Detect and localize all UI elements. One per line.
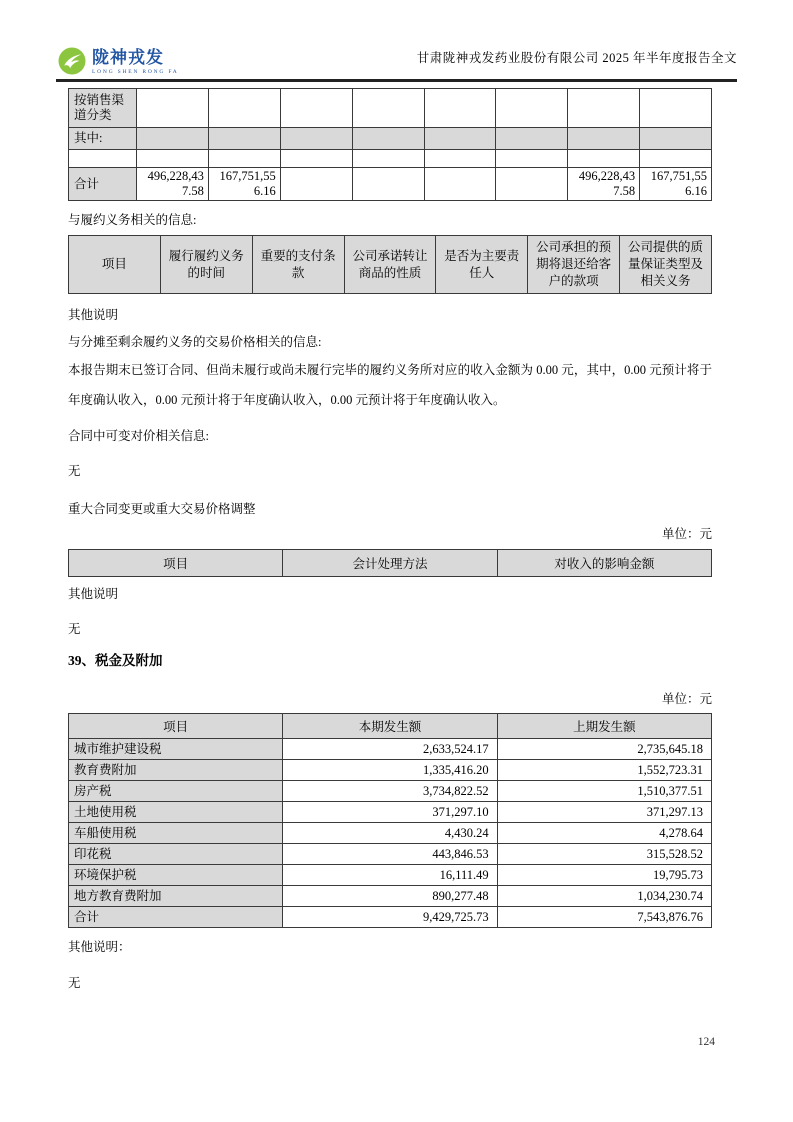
other-note-label: 其他说明： [68,940,131,954]
table-row [69,844,712,865]
value-cell [208,89,280,128]
value-cell: 3,734,822.52 [283,781,497,802]
major-change-label: 重大合同变更或重大交易价格调整 [68,502,256,516]
logo-text-block [92,48,179,75]
value-cell [640,128,712,150]
row-label-cell: 车船使用税 [69,823,283,844]
header-cell: 公司承担的预期将退还给客户的款项 [528,236,620,294]
table-row [69,128,712,150]
value-cell: 371,297.13 [497,802,711,823]
value-cell [280,128,352,150]
row-label-cell: 合计 [69,168,137,201]
header-cell: 本期发生额 [283,714,497,739]
row-label-cell: 教育费附加 [69,760,283,781]
table-row [69,781,712,802]
value-cell [137,150,209,168]
row-label-cell: 房产税 [69,781,283,802]
logo-brand-pinyin: LONG SHEN RONG FA [92,68,179,75]
value-cell: 4,430.24 [283,823,497,844]
none-text: 无 [68,976,81,990]
row-label-cell: 印花税 [69,844,283,865]
value-cell [496,150,568,168]
value-cell: 1,335,416.20 [283,760,497,781]
value-cell [424,150,496,168]
row-label-cell: 按销售渠道分类 [69,89,137,128]
row-label-cell: 其中: [69,128,137,150]
header-cell: 是否为主要责任人 [436,236,528,294]
value-cell [424,89,496,128]
row-label-cell: 城市维护建设税 [69,739,283,760]
table-row [69,739,712,760]
other-note-label: 其他说明 [68,587,119,601]
value-cell: 443,846.53 [283,844,497,865]
bird-logo-icon [58,47,86,75]
table-row [69,802,712,823]
value-cell: 496,228,437.58 [137,168,209,201]
report-title: 甘肃陇神戎发药业股份有限公司 2025 年半年度报告全文 [416,51,737,65]
value-cell: 9,429,725.73 [283,907,497,928]
report-body [68,88,712,991]
table-header-row [69,550,712,577]
page-number: 124 [697,1036,715,1048]
value-cell [568,150,640,168]
value-cell: 1,552,723.31 [497,760,711,781]
header-cell: 项目 [69,236,161,294]
value-cell [280,168,352,201]
header-cell: 项目 [69,550,283,577]
table-header-row [69,236,712,294]
value-cell: 167,751,556.16 [640,168,712,201]
remaining-obligation-paragraph: 本报告期末已签订合同、但尚未履行或尚未履行完毕的履约义务所对应的收入金额为 0.00 元，其中，0.00 元预计将于年度确认收入，0.00 元预计将于年度确认收入，0.00 元预计将于年度确认收入。 [68,363,712,407]
header-cell: 履行履约义务的时间 [160,236,252,294]
section-39-heading: 39、税金及附加 [68,653,163,668]
table-row [69,760,712,781]
value-cell [568,128,640,150]
value-cell [424,168,496,201]
row-label-cell: 环境保护税 [69,865,283,886]
value-cell: 890,277.48 [283,886,497,907]
value-cell: 4,278.64 [497,823,711,844]
row-label-cell: 合计 [69,907,283,928]
value-cell: 7,543,876.76 [497,907,711,928]
company-logo [58,47,179,75]
header-cell: 会计处理方法 [283,550,497,577]
allocation-info-label: 与分摊至剩余履约义务的交易价格相关的信息: [68,335,322,349]
logo-brand-name: 陇神戎发 [92,47,164,67]
row-label-cell: 地方教育费附加 [69,886,283,907]
value-cell: 315,528.52 [497,844,711,865]
header-cell: 对收入的影响金额 [497,550,711,577]
table-row [69,886,712,907]
table-row [69,823,712,844]
value-cell: 1,034,230.74 [497,886,711,907]
table-row [69,89,712,128]
value-cell: 2,735,645.18 [497,739,711,760]
table-row [69,907,712,928]
obligation-info-label: 与履约义务相关的信息: [68,213,197,227]
value-cell: 496,228,437.58 [568,168,640,201]
value-cell [640,89,712,128]
header-cell: 公司提供的质量保证类型及相关义务 [620,236,712,294]
value-cell: 1,510,377.51 [497,781,711,802]
other-note-label: 其他说明 [68,308,119,322]
value-cell: 16,111.49 [283,865,497,886]
unit-label: 单位：元 [661,692,712,706]
value-cell [208,128,280,150]
table-row [69,865,712,886]
price-adjustment-table [68,549,712,577]
row-label-cell [69,150,137,168]
value-cell [496,128,568,150]
table-row [69,150,712,168]
value-cell [352,150,424,168]
header-cell: 项目 [69,714,283,739]
taxes-and-surcharges-table [68,713,712,928]
value-cell: 167,751,556.16 [208,168,280,201]
value-cell [280,89,352,128]
value-cell: 371,297.10 [283,802,497,823]
value-cell [424,128,496,150]
header-cell: 重要的支付条款 [252,236,344,294]
value-cell [640,150,712,168]
variable-consideration-label: 合同中可变对价相关信息: [68,429,209,443]
value-cell [208,150,280,168]
value-cell [137,89,209,128]
value-cell [137,128,209,150]
table-row [69,168,712,201]
page-header [58,47,737,75]
table-header-row [69,714,712,739]
header-cell: 上期发生额 [497,714,711,739]
value-cell [352,128,424,150]
value-cell [352,89,424,128]
header-cell: 公司承诺转让商品的性质 [344,236,436,294]
value-cell: 19,795.73 [497,865,711,886]
value-cell [568,89,640,128]
unit-label: 单位：元 [661,527,712,541]
value-cell [496,89,568,128]
value-cell [280,150,352,168]
value-cell [496,168,568,201]
none-text: 无 [68,622,81,636]
value-cell [352,168,424,201]
none-text: 无 [68,464,81,478]
value-cell: 2,633,524.17 [283,739,497,760]
obligation-info-table [68,235,712,294]
row-label-cell: 土地使用税 [69,802,283,823]
sales-channel-table [68,88,712,201]
header-rule [56,79,737,82]
